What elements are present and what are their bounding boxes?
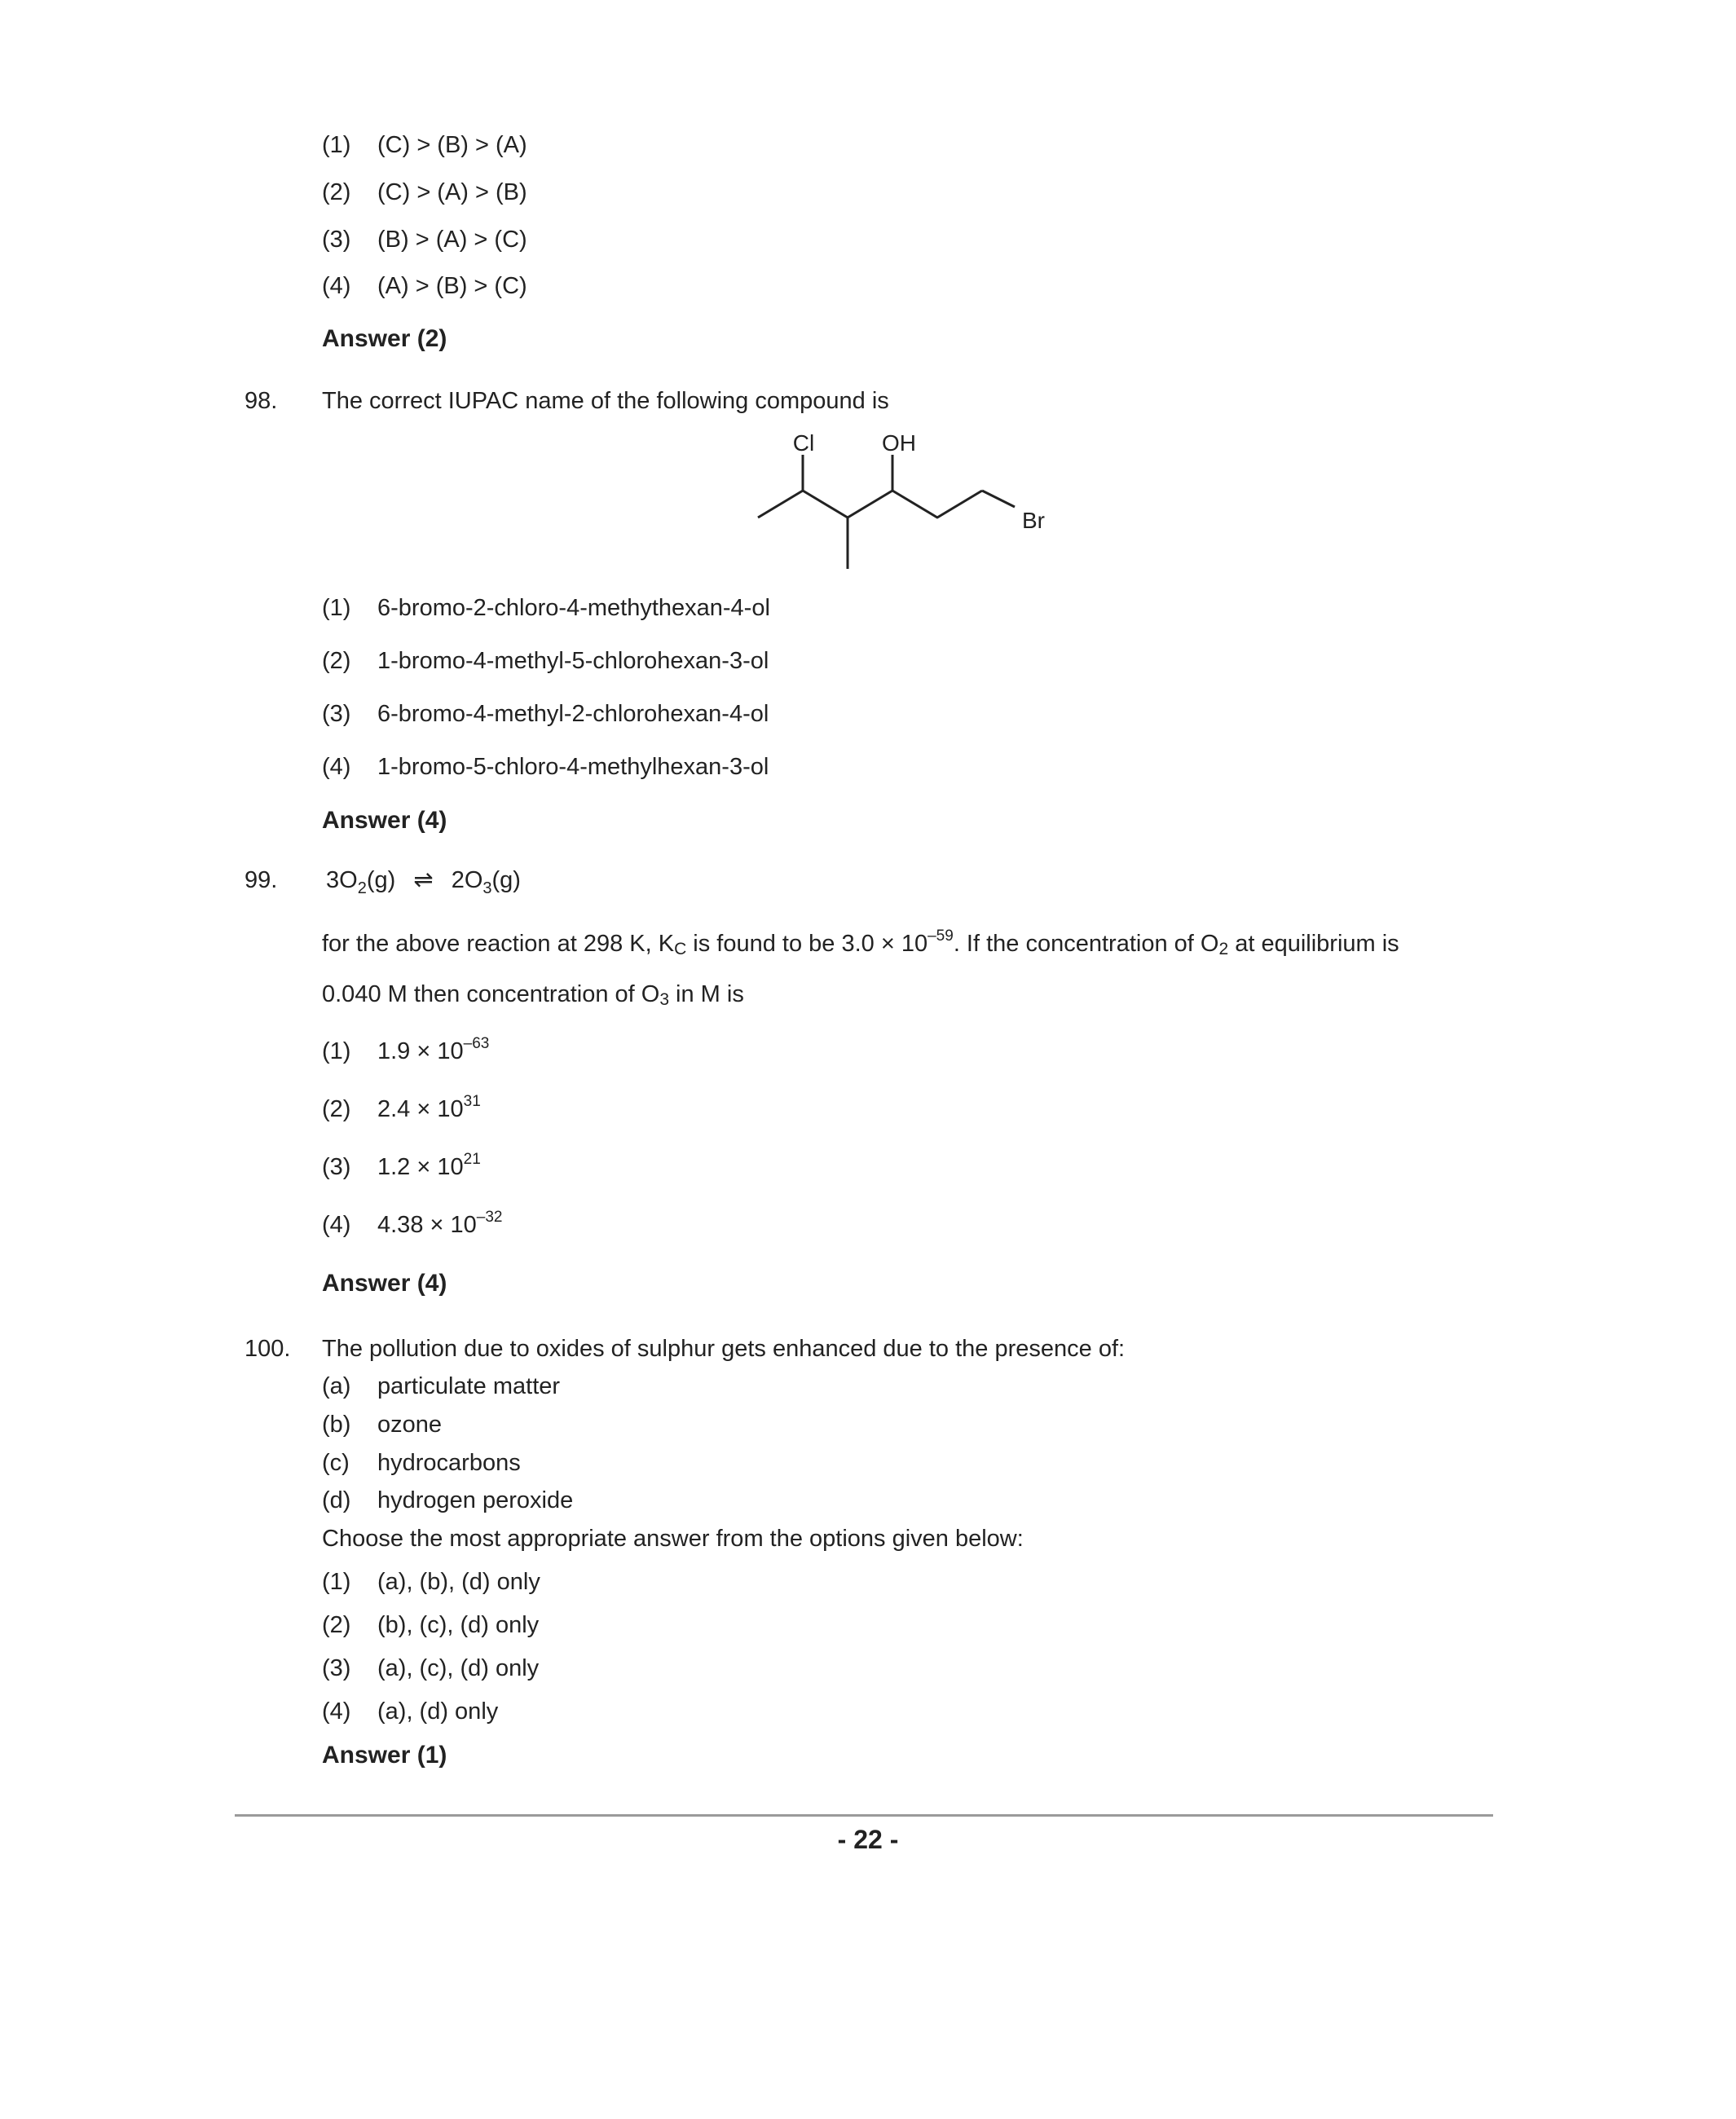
carbon-chain-bond <box>758 491 982 518</box>
equilibrium-arrow: ⇌ <box>413 867 434 893</box>
hydroxyl-label: OH <box>882 430 916 456</box>
option-text: 6-bromo-2-chloro-4-methythexan-4-ol <box>377 595 770 621</box>
q99-option-4 <box>322 1210 1300 1243</box>
item-letter: (a) <box>322 1373 351 1399</box>
br-bond <box>982 491 1015 507</box>
option-text: $1.9 \times 10^{-63}$ <box>377 1035 490 1064</box>
q97-answer: Answer (2) <box>322 325 447 352</box>
option-number: (4) <box>322 1212 351 1238</box>
bromine-label: Br <box>1022 508 1045 533</box>
option-text: 6-bromo-4-methyl-2-chlorohexan-4-ol <box>377 701 769 727</box>
q100-number: 100. <box>245 1336 291 1362</box>
q100-option-3 <box>322 1654 1300 1686</box>
option-text: (b), (c), (d) only <box>377 1612 540 1638</box>
option-number: (2) <box>322 1612 351 1638</box>
footer-divider <box>235 1814 1493 1817</box>
option-number: (2) <box>322 1096 351 1122</box>
option-number: (1) <box>322 595 351 621</box>
option-number: (3) <box>322 1154 351 1180</box>
q97-option-1 <box>322 130 1300 163</box>
q98-option-4 <box>322 752 1300 785</box>
option-text: (a), (b), (d) only <box>377 1569 540 1595</box>
option-number: (4) <box>322 1698 351 1725</box>
page-number: - 22 - <box>837 1825 899 1854</box>
option-text: (B) > (A) > (C) <box>377 227 527 253</box>
q100-question: The pollution due to oxides of sulphur gets enhanced due to the presence of: <box>322 1336 1126 1362</box>
q100-option-1 <box>322 1567 1300 1600</box>
q99-option-1 <box>322 1037 1300 1069</box>
q97-option-3 <box>322 225 1300 258</box>
q100-option-4 <box>322 1697 1300 1729</box>
q100-item-a <box>322 1372 1300 1404</box>
option-number: (3) <box>322 1655 351 1681</box>
q98-question: The correct IUPAC name of the following compound is <box>322 388 889 414</box>
q100-item-c <box>322 1448 1300 1481</box>
item-text: particulate matter <box>377 1373 561 1399</box>
q97-option-2 <box>322 178 1300 210</box>
option-text: (C) > (A) > (B) <box>377 179 527 205</box>
q99-statement-line-1: for the above reaction at 298 K, KC is found to be $3.0 \times 10^{-59}$. If the concentration of O2 at equilibrium is <box>322 927 1399 958</box>
option-text: (a), (d) only <box>377 1698 499 1725</box>
option-number: (4) <box>322 754 351 780</box>
item-letter: (c) <box>322 1450 350 1476</box>
q99-answer: Answer (4) <box>322 1270 447 1297</box>
option-number: (1) <box>322 132 351 158</box>
item-text: ozone <box>377 1412 443 1438</box>
option-text: 1-bromo-5-chloro-4-methylhexan-3-ol <box>377 754 769 780</box>
option-number: (2) <box>322 179 351 205</box>
q97-option-4 <box>322 271 1300 304</box>
option-number: (3) <box>322 227 351 253</box>
option-number: (1) <box>322 1038 351 1064</box>
chlorine-label: Cl <box>792 430 815 456</box>
option-text: $4.38 \times 10^{-32}$ <box>377 1209 503 1238</box>
item-text: hydrogen peroxide <box>377 1487 574 1513</box>
q100-item-b <box>322 1410 1300 1443</box>
q100-answer: Answer (1) <box>322 1742 447 1769</box>
q99-statement-line-2: 0.040 M then concentration of O3 in M is <box>322 981 744 1009</box>
option-text: $1.2 \times 10^{21}$ <box>377 1151 481 1180</box>
option-text: 1-bromo-4-methyl-5-chlorohexan-3-ol <box>377 648 769 674</box>
q98-option-2 <box>322 646 1300 679</box>
option-number: (1) <box>322 1569 351 1595</box>
q100-option-2 <box>322 1610 1300 1643</box>
option-number: (3) <box>322 701 351 727</box>
option-text: $2.4 \times 10^{31}$ <box>377 1093 481 1122</box>
q99-reaction-equation <box>326 866 521 895</box>
product: $2O_3(g)$ <box>451 867 521 897</box>
q98-structure-diagram <box>734 422 1076 577</box>
option-number: (2) <box>322 648 351 674</box>
item-letter: (d) <box>322 1487 351 1513</box>
item-letter: (b) <box>322 1412 351 1438</box>
q98-option-1 <box>322 593 1300 626</box>
q98-number: 98. <box>245 388 278 414</box>
option-text: (A) > (B) > (C) <box>377 273 527 299</box>
q99-option-2 <box>322 1095 1300 1127</box>
item-text: hydrocarbons <box>377 1450 521 1476</box>
q98-answer: Answer (4) <box>322 807 447 834</box>
option-number: (4) <box>322 273 351 299</box>
reactant: $3O_2(g)$ <box>326 867 396 897</box>
q100-instruction: Choose the most appropriate answer from the options given below: <box>322 1526 1024 1552</box>
q98-option-3 <box>322 699 1300 732</box>
q99-option-3 <box>322 1152 1300 1185</box>
option-text: (C) > (B) > (A) <box>377 132 527 158</box>
option-text: (a), (c), (d) only <box>377 1655 540 1681</box>
q99-number: 99. <box>245 867 278 893</box>
q100-item-d <box>322 1486 1300 1518</box>
